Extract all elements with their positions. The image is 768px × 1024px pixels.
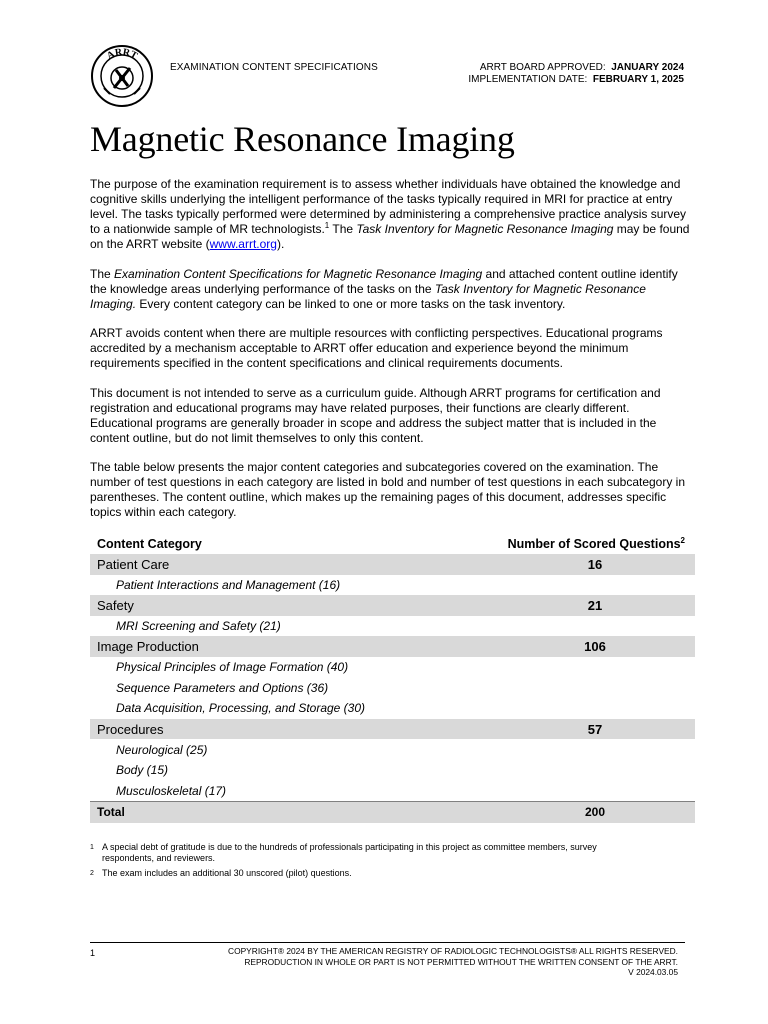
category-count: 57 <box>587 721 603 737</box>
p2-text-c: Every content category can be linked to one or more tasks on the task inventory. <box>136 296 566 311</box>
copyright-line-2: REPRODUCTION IN WHOLE OR PART IS NOT PERMITTED WITHOUT THE WRITTEN CONSENT OF THE ARRT. <box>244 956 678 967</box>
implementation-label: IMPLEMENTATION DATE: <box>468 74 588 85</box>
category-name: Image Production <box>97 639 199 655</box>
questions-header-text: Number of Scored Questions <box>507 536 681 551</box>
p1-text-c: may be found on the ARRT website ( <box>90 222 690 251</box>
table-row <box>90 760 695 781</box>
arrt-logo <box>90 44 154 108</box>
copyright-notice <box>228 946 678 978</box>
subcategory-name: MRI Screening and Safety (21) <box>116 619 281 634</box>
p2-italic-2: Task Inventory for Magnetic Resonance Imaging. <box>90 281 646 311</box>
table-row <box>90 616 695 637</box>
category-name: Procedures <box>97 721 164 737</box>
footnote-text: A special debt of gratitude is due to the hundreds of professionals participating in this project as committee members, survey respondents, and reviewers. <box>102 842 597 863</box>
approval-info <box>468 62 684 86</box>
implementation-date: FEBRUARY 1, 2025 <box>592 74 684 85</box>
subcategory-name: Musculoskeletal (17) <box>116 783 227 798</box>
subcategory-name: Body (15) <box>116 763 169 778</box>
version-label: V 2024.03.05 <box>628 967 678 977</box>
table-row <box>90 636 695 657</box>
subcategory-name: Physical Principles of Image Formation (40) <box>116 660 349 675</box>
paragraph-curriculum: This document is not intended to serve as a curriculum guide. Although ARRT programs for certification and registration and educational programs may have related purposes, their functions are clearly different. Educational programs are generally broader in scope and address the subject matter that is included in the content outline, but do not limit themselves to only this content. <box>90 385 661 445</box>
footnote-number: 2 <box>90 870 94 877</box>
footer-divider <box>90 942 685 943</box>
intro-text <box>90 177 690 535</box>
svg-text:ARRT: ARRT <box>105 46 140 62</box>
footnote-1 <box>90 842 650 864</box>
table-row <box>90 554 695 575</box>
category-count: 16 <box>587 556 603 572</box>
table-row <box>90 739 695 760</box>
table-row <box>90 698 695 719</box>
p1-text-a: The purpose of the examination requirement is to assess whether individuals have obtained the knowledge and cognitive skills underlying the intelligent performance of the tasks typically required in MRI for practice at entry level. The tasks typically performed were determined by administering a comprehensive practice analysis survey to a nationwide sample of MR technologists. <box>90 177 687 236</box>
column-header-category: Content Category <box>97 536 202 551</box>
subcategory-name: Sequence Parameters and Options (36) <box>116 680 329 695</box>
approved-date: JANUARY 2024 <box>611 62 684 73</box>
footnote-text: The exam includes an additional 30 unscored (pilot) questions. <box>102 868 352 878</box>
footnote-ref-1: 1 <box>324 221 330 230</box>
p1-italic: Task Inventory for Magnetic Resonance Imaging <box>356 222 614 236</box>
subcategory-name: Data Acquisition, Processing, and Storage (30) <box>116 701 366 716</box>
category-name: Safety <box>97 597 134 613</box>
subcategory-name: Patient Interactions and Management (16) <box>116 577 341 592</box>
category-name: Patient Care <box>97 556 170 572</box>
subcategory-name: Neurological (25) <box>116 742 208 757</box>
table-row <box>90 719 695 740</box>
total-count: 200 <box>584 805 606 820</box>
footnote-number: 1 <box>90 844 94 851</box>
p1-text-d: ). <box>276 237 285 251</box>
total-label: Total <box>97 805 125 820</box>
page-number: 1 <box>90 948 96 958</box>
p2-text-b: and attached content outline identify the knowledge areas underlying performance of the tasks on the <box>90 266 678 296</box>
arrt-website-link[interactable]: www.arrt.org <box>209 237 277 251</box>
table-row <box>90 657 695 678</box>
table-row <box>90 575 695 596</box>
footnote-2 <box>90 868 650 879</box>
table-header <box>90 533 695 554</box>
footnote-ref-2: 2 <box>680 535 685 545</box>
table-row <box>90 678 695 699</box>
category-count: 106 <box>584 639 606 655</box>
category-count: 21 <box>587 597 603 613</box>
paragraph-purpose <box>90 177 690 252</box>
paragraph-table-intro: The table below presents the major content categories and subcategories covered on the examination. The number of test questions in each category are listed in bold and number of test questions in each subcategory in parentheses. The content outline, which makes up the remaining pages of this document, addresses specific topics within each category. <box>90 460 686 519</box>
p2-italic-1: Examination Content Specifications for Magnetic Resonance Imaging <box>114 266 483 281</box>
document-type: EXAMINATION CONTENT SPECIFICATIONS <box>170 62 378 73</box>
column-header-questions <box>485 537 695 551</box>
p2-text-a: The <box>90 266 115 281</box>
content-category-table <box>90 533 695 823</box>
paragraph-specifications <box>90 267 690 312</box>
paragraph-conflicting-content: ARRT avoids content when there are multiple resources with conflicting perspectives. Educational programs accredited by a mechanism acceptable to ARRT offer education and experience beyond the minimum requirements specified in the content specifications and clinical requirements documents. <box>90 326 663 370</box>
page-title: Magnetic Resonance Imaging <box>90 119 515 159</box>
copyright-line-1: COPYRIGHT® 2024 BY THE AMERICAN REGISTRY OF RADIOLOGIC TECHNOLOGISTS® ALL RIGHTS RESERVED. <box>228 946 678 956</box>
approved-label: ARRT BOARD APPROVED: <box>479 62 606 73</box>
p1-text-b: The <box>329 222 357 236</box>
table-total-row <box>90 801 695 823</box>
table-row <box>90 595 695 616</box>
table-row <box>90 781 695 802</box>
